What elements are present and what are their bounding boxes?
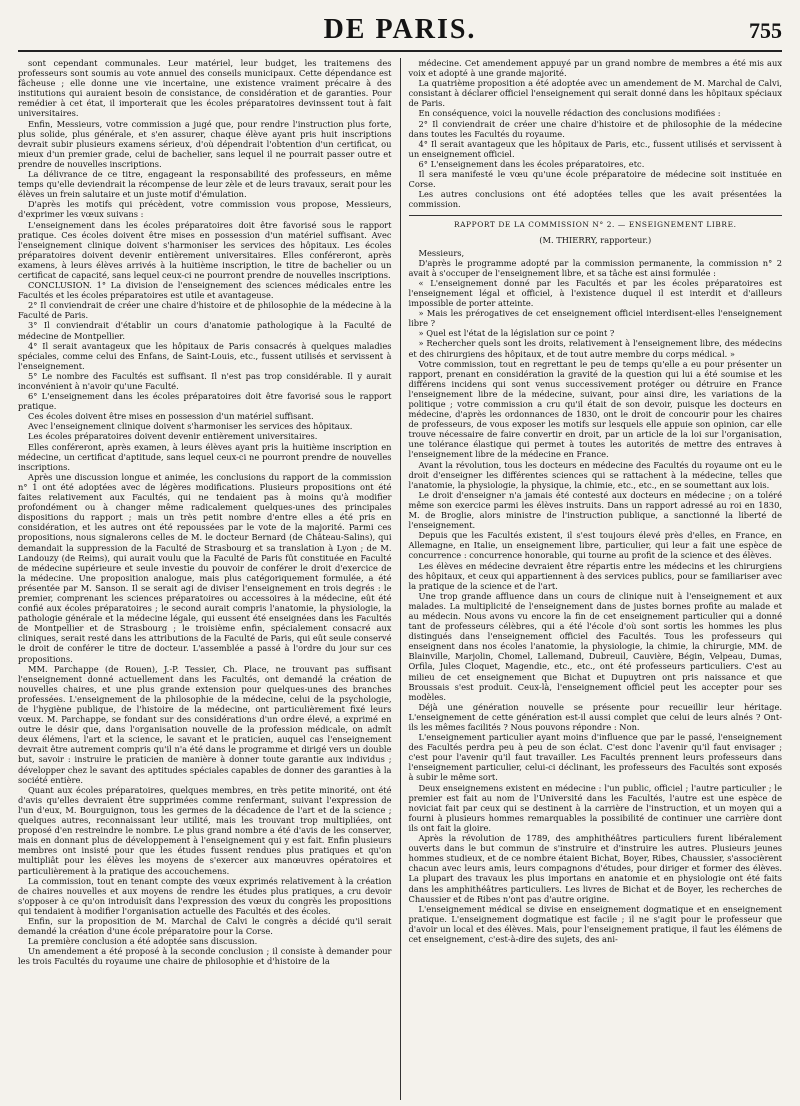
right-column-bottom (409, 258, 783, 944)
paragraph: Enfin, sur la proposition de M. Marchal de Calvi le congrès a décidé qu'il serait demandé la création d'une école préparatoire pour la Corse. (18, 915, 392, 937)
right-column-top (409, 58, 783, 209)
paragraph: Les élèves en médecine devraient être répartis entre les médecins et les chirurgiens des hôpitaux, et ceux qui appartiennent à des services publics, pour se familiariser avec la pratique de la science et de l'art. (408, 560, 782, 591)
left-column (18, 58, 400, 1100)
paragraph: La première conclusion a été adoptée sans discussion. (28, 936, 258, 947)
paragraph: MM. Parchappe (de Rouen), J.-P. Tessier, Ch. Place, ne trouvant pas suffisant l'enseignement donné actuellement dans les Facultés, ont demandé la création de nouvelles chaires, et une plus grande extension pour quelques-unes des branches professées. L'enseignement de la philosophie de la médecine, celui de la psychologie, de l'hygiène publique, de l'histoire de la médecine, ont particulièrement fixé leurs vœux. M. Parchappe, se fondant sur des considérations d'un ordre élevé, a exprimé en outre le désir que, dans l'organisation nouvelle de la profession médicale, on admît deux élémens, l'art et la science, le savant et le praticien, auquel cas l'enseignement devrait être autrement compris qu'il n'a été dans le programme et dirigé vers un double but, savoir : instruire le praticien de manière à donner toute garantie aux individus ; développer chez le savant des aptitudes spéciales capables de donner des garanties à la société entière. (18, 663, 392, 785)
paragraph: 2° Il conviendrait de créer une chaire d'histoire et de philosophie de la médecine dans toutes les Facultés du royaume. (408, 118, 782, 139)
paragraph: Deux enseignemens existent en médecine : l'un public, officiel ; l'autre particulier ; le premier est fait au nom de l'Université dans les Facultés, l'autre est une espèce de noviciat fait par ceux qui se destinent à la carrière de l'instruction, et un moyen qui a fourni à plusieurs hommes remarquables la possibilité de continuer une carrière dont ils ont fait la gloire. (408, 782, 782, 833)
paragraph: 4° Il serait avantageux que les hôpitaux de Paris consacrés à quelques maladies spéciales, comme celui des Enfans, de Saint-Louis, etc., fussent utilisés et servissent à l'enseignement. (18, 340, 392, 371)
paragraph: Ces écoles doivent être mises en possession d'un matériel suffisant. (28, 411, 314, 422)
paragraph: En conséquence, voici la nouvelle rédaction des conclusions modifiées : (418, 108, 721, 119)
right-column (400, 58, 783, 1100)
paragraph: Une trop grande affluence dans un cours de clinique nuit à l'enseignement et aux malades. La multiplicité de l'enseignement dans de justes bornes profite au malade et au médecin. Nous avons vu encore la fin de cet enseignement particulier qui a donné tant de professeurs célèbres, qui a été l'école d'où sont sortis les hommes les plus distingués dans l'enseignement officiel des Facultés. Tous les professeurs qui enseignent dans nos écoles l'anatomie, la physiologie, la chimie, la chirurgie, MM. de Blainville, Marjolin, Chomel, Lallemand, Dubreuil, Cauvière, Bégin, Velpeau, Dumas, Orfila, Jules Cloquet, Magendie, etc., etc., ont été professeurs particuliers. C'est au milieu de cet enseignement que Bichat et Dupuytren ont pris naissance et que Broussais s'est produit. Ceux-là, l'enseignement officiel peut les accepter pour ses modèles. (408, 590, 782, 702)
paragraph: « L'enseignement donné par les Facultés et par les écoles préparatoires est l'enseignement légal et officiel, à l'existence duquel il est interdit et d'ailleurs impossible de porter atteinte. (408, 277, 782, 309)
paragraph: Enfin, Messieurs, votre commission a jugé que, pour rendre l'instruction plus forte, plus solide, plus générale, et s'en assurer, chaque élève ayant pris huit inscriptions devrait subir plusieurs examens sérieux, d'où dépendrait l'obtention d'un certificat, ou mieux d'un premier grade, celui de bachelier, sans lequel il ne pourrait passer outre et prendre de nouvelles inscriptions. (18, 118, 392, 169)
text-columns (18, 58, 782, 1100)
address: Messieurs, (418, 247, 465, 258)
paragraph: Elles conféreront, après examen, à leurs élèves ayant pris la huitième inscription en médecine, un certificat d'aptitude, sans lequel ceux-ci ne pourront prendre de nouvelles inscriptions. (18, 441, 392, 472)
paragraph: Il sera manifesté le vœu qu'une école préparatoire de médecine soit instituée en Corse. (408, 169, 782, 190)
paragraph: » Quel est l'état de la législation sur ce point ? (418, 328, 615, 339)
paragraph: La délivrance de ce titre, engageant la responsabilité des professeurs, en même temps qu'elle deviendrait la récompense de leur zèle et de leurs travaux, serait pour les élèves un frein salutaire et un juste motif d'émulation. (18, 169, 392, 200)
paragraph: L'enseignement dans les écoles préparatoires doit être favorisé sous le rapport pratique. Ces écoles doivent être mises en possession d'un matériel suffisant. Avec l'enseignement clinique doivent s'harmoniser les services des hôpitaux. Les écoles préparatoires doivent devenir entièrement universitaires. Elles conféreront, après examens, à leurs élèves arrivés à la huitième inscription, le titre de bachelier ou un certificat de capacité, sans lequel ceux-ci ne pourront prendre de nouvelles inscriptions. (18, 219, 392, 280)
paragraph: Depuis que les Facultés existent, il s'est toujours élevé près d'elles, en France, en Allemagne, en Italie, un enseignement libre, particulier, qui leur a fait une espèce de concurrence : concurrence honorable, qui tourne au profit de la science et des élèves. (408, 530, 782, 561)
paragraph: Les autres conclusions ont été adoptées telles que les avait présentées la commission. (408, 189, 782, 210)
paragraph: 6° L'enseignement dans les écoles préparatoires, etc. (418, 158, 645, 169)
paragraph: L'enseignement médical se divise en enseignement dogmatique et en enseignement pratique. L'enseignement dogmatique est facile ; il ne s'agit pour le professeur que d'avoir un local et des élèves. Mais, pour l'enseignement pratique, il faut les élémens de cet enseignement, c'est-à-dire des sujets, des ani- (408, 903, 782, 944)
paragraph: Avant la révolution, tous les docteurs en médecine des Facultés du royaume ont eu le droit d'enseigner les différentes sciences qui se rattachent à la médecine, telles que l'anatomie, la physiologie, la physique, la chimie, etc., etc., en se soumettant aux lois. (408, 459, 782, 490)
paragraph: 5° Le nombre des Facultés est suffisant. Il n'est pas trop considérable. Il y aurait inconvénient à n'avoir qu'une Faculté. (18, 370, 392, 391)
paragraph: Après une discussion longue et animée, les conclusions du rapport de la commission n° 1 ont été adoptées avec de légères modifications. Plusieurs propositions ont été faites relativement aux Facultés, qui ne tendaient pas à moins qu'à modifier profondément ou à changer même radicalement quelques-unes des principales dispositions du rapport ; mais un très petit nombre d'entre elles a été pris en considération, et les autres ont été repoussées par le vote de la majorité. Parmi ces propositions, nous signalerons celles de M. le docteur Bernard (de Château-Salins), qui demandait la suppression de la Faculté de Strasbourg et sa translation à Lyon ; de M. Landouzy (de Reims), qui aurait voulu que la Faculté de Paris fût constituée en Faculté de médecine supérieure et seule investie du pouvoir de conférer le droit d'exercice de la médecine. Une proposition analogue, mais plus catégoriquement formulée, a été présentée par M. Sanson. Il se serait agi de diviser l'enseignement en trois degrés : le premier, comprenant les sciences préparatoires ou accessoires à la médecine, eût été confié aux écoles préparatoires ; le second aurait compris l'anatomie, la physiologie, la pathologie générale et la médecine légale, qui eussent été enseignées dans les Facultés de Montpellier et de Strasbourg ; le troisième enfin, spécialement consacré aux cliniques, serait resté dans les attributions de la Faculté de Paris, qui eût seule conservé le droit de conférer le titre de docteur. L'assemblée a passé à l'ordre du jour sur ces propositions. (18, 471, 392, 664)
page-number: 755 (749, 18, 782, 43)
paragraph: Quant aux écoles préparatoires, quelques membres, en très petite minorité, ont été d'avis qu'elles devraient être supprimées comme renfermant, suivant l'expression de l'un d'eux, M. Bourguignon, tous les germes de la décadence de l'art et de la science ; quelques autres, reconnaissant leur utilité, mais les trouvant trop multipliées, ont proposé d'en restreindre le nombre. Le plus grand nombre a été d'avis de les conserver, mais en donnant plus de développement à l'enseignement qui y est fait. Enfin plusieurs membres ont insisté pour que les études fussent rendues plus pratiques et qu'on multipliât pour les élèves les moyens de s'exercer aux manœuvres opératoires et particulièrement à la pratique des accouchemens. (18, 784, 392, 876)
paragraph: Avec l'enseignement clinique doivent s'harmoniser les services des hôpitaux. (28, 421, 353, 432)
page-header (18, 10, 782, 52)
paragraph: 4° Il serait avantageux que les hôpitaux de Paris, etc., fussent utilisés et servissent à un enseignement officiel. (408, 138, 782, 159)
paragraph: Les écoles préparatoires doivent devenir entièrement universitaires. (28, 431, 318, 442)
paragraph: » Rechercher quels sont les droits, relativement à l'enseignement libre, des médecins et des chirurgiens des hôpitaux, et de tout autre membre du corps médical. » (408, 338, 782, 359)
paragraph: L'enseignement particulier ayant moins d'influence que par le passé, l'enseignement des Facultés perdra peu à peu de son éclat. C'est donc l'avenir qu'il faut envisager ; c'est pour l'avenir qu'il faut travailler. Les Facultés prennent leurs professeurs dans l'enseignement particulier, celui-ci déclinant, les professeurs des Facultés sont exposés à subir le même sort. (408, 732, 782, 783)
paragraph: 3° Il conviendrait d'établir un cours d'anatomie pathologique à la Faculté de médecine de Montpellier. (18, 320, 392, 341)
paragraph: D'après les motifs qui précèdent, votre commission vous propose, Messieurs, d'exprimer les vœux suivans : (18, 199, 392, 220)
header-title: DE PARIS. (323, 14, 477, 45)
paragraph: » Mais les prérogatives de cet enseignement officiel interdisent-elles l'enseignement libre ? (408, 308, 782, 329)
paragraph: CONCLUSION. 1° La division de l'enseignement des sciences médicales entre les Facultés et les écoles préparatoires est utile et avantageuse. (18, 280, 392, 301)
newspaper-page (18, 10, 782, 1100)
paragraph: D'après le programme adopté par la commission permanente, la commission n° 2 avait à s'occuper de l'enseignement libre, et sa tâche est ainsi formulée : (408, 257, 782, 278)
paragraph: Votre commission, tout en regrettant le peu de temps qu'elle a eu pour présenter un rapport, prenant en considération la gravité de la question qui lui a été soumise et les différens incidens qui sont venus successivement protéger ou détruire en France l'enseignement libre de la médecine, suivant, pour ainsi dire, les variations de la politique ; votre commission a cru qu'il était de son devoir, puisque les docteurs en médecine, d'après les ordonnances de 1830, ont le droit de concourir pour les chaires de professeurs, de vous exposer les motifs sur lesquels elle appuie son opinion, car elle trouve nécessaire de faire convertir en droit, par un article de la loi sur l'organisation, une tolérance élastique qui permet à toutes les autorités de mettre des entraves à l'enseignement libre de la médecine en France. (408, 358, 782, 460)
rapporteur: (M. THIERRY, rapporteur.) (539, 234, 652, 245)
paragraph: 6° L'enseignement dans les écoles préparatoires doit être favorisé sous le rapport pratique. (18, 391, 392, 412)
paragraph: sont cependant communales. Leur matériel, leur budget, les traitemens des professeurs sont soumis au vote annuel des conseils municipaux. Cette dépendance est fâcheuse ; elle donne une vie incertaine, une existence vraiment précaire à des institutions qui auraient besoin de consistance, de considération et de garanties. Pour remédier à cet état, il importerait que les écoles préparatoires devinssent tout à fait universitaires. (18, 58, 392, 119)
section-rule (409, 215, 783, 216)
section-heading (409, 215, 783, 230)
paragraph: La quatrième proposition a été adoptée avec un amendement de M. Marchal de Calvi, consistant à déclarer officiel l'enseignement qui serait donné dans les hôpitaux spéciaux de Paris. (408, 78, 782, 109)
paragraph: La commission, tout en tenant compte des vœux exprimés relativement à la création de chaires nouvelles et aux moyens de rendre les études plus pratiques, a cru devoir s'opposer à ce qu'on introduisît dans l'expression des vœux du congrès les propositions qui tendaient à modifier l'organisation actuelle des Facultés et des écoles. (18, 875, 392, 916)
section-heading-text: RAPPORT DE LA COMMISSION N° 2. — ENSEIGNEMENT LIBRE. (453, 220, 737, 230)
paragraph: Après la révolution de 1789, des amphithéâtres particuliers furent libéralement ouverts dans le but commun de s'instruire et d'instruire les autres. Plusieurs jeunes hommes studieux, et de ce nombre étaient Bichat, Boyer, Ribes, Chaussier, s'associèrent chacun avec leurs amis, leurs compagnons d'études, pour diriger et former des élèves. La plupart des travaux les plus importans en anatomie et en physiologie ont été faits dans les amphithéâtres particuliers. Les livres de Bichat et de Boyer, les recherches de Chaussier et de Ribes n'ont pas d'autre origine. (408, 833, 782, 904)
paragraph: Un amendement a été proposé à la seconde conclusion ; il consiste à demander pour les trois Facultés du royaume une chaire de philosophie et d'histoire de la (18, 946, 392, 967)
paragraph: Le droit d'enseigner n'a jamais été contesté aux docteurs en médecine ; on a toléré même son exercice parmi les élèves instruits. Dans un rapport adressé au roi en 1830, M. de Broglie, alors ministre de l'instruction publique, a sanctionné la liberté de l'enseignement. (408, 489, 782, 531)
paragraph: médecine. Cet amendement appuyé par un grand nombre de membres a été mis aux voix et adopté à une grande majorité. (408, 58, 782, 79)
paragraph: 2° Il conviendrait de créer une chaire d'histoire et de philosophie de la médecine à la Faculté de Paris. (18, 300, 392, 321)
paragraph: Déjà une génération nouvelle se présente pour recueillir leur héritage. L'enseignement de cette génération est-il aussi complet que celui de leurs aînés ? Ont-ils les mêmes facilités ? Nous pouvons répondre : Non. (408, 701, 782, 732)
